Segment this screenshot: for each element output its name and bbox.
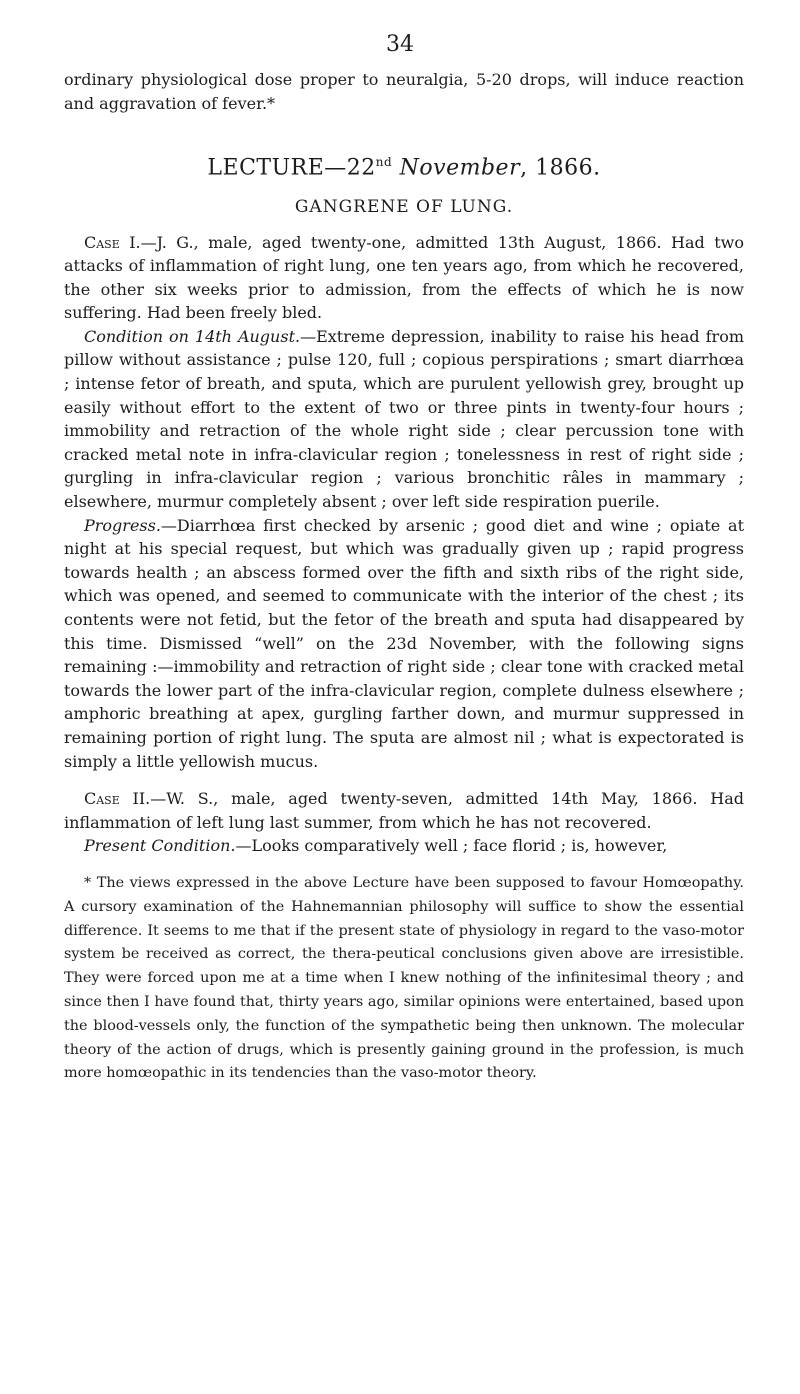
- case2-condition-label: Present Condition.: [84, 836, 236, 856]
- section-heading: GANGRENE OF LUNG.: [294, 196, 514, 217]
- case1-paragraph: [64, 231, 744, 325]
- page-number: 34: [386, 32, 414, 57]
- footnote-text: * The views expressed in the above Lecture have been supposed to favour Homœopathy. A cursory examination of the Hahnemannian philosophy will suffice to show the essential difference. It seems to me that if the present state of physiology in regard to the vaso-motor system be received as correct, the thera-peutical conclusions given above are irresistible. They were forced upon me at a time when I knew nothing of the infinitesimal theory ; and since then I have found that, thirty years ago, similar opinions were entertained, based upon the blood-vessels only, the function of the sympathetic being then unknown. The molecular theory of the action of drugs, which is presently gaining ground in the profession, is much more homœopathic in its tendencies than the vaso-motor theory.: [64, 874, 744, 1082]
- lecture-title-sup: nd: [375, 155, 393, 170]
- case1-progress-paragraph: [64, 514, 744, 774]
- case1-condition-paragraph: [64, 325, 744, 514]
- intro-paragraph: ordinary physiological dose proper to neuralgia, 5-20 drops, will induce reaction and aggravation of fever.*: [64, 70, 744, 113]
- case2-label: Case II.: [84, 789, 151, 809]
- case2-condition-paragraph: [64, 834, 744, 858]
- case1-condition-label: Condition on 14th August.: [84, 326, 301, 346]
- footnote: [64, 872, 744, 1086]
- case2-text: —W. S., male, aged twenty-seven, admitted 14th May, 1866. Had inflammation of left lung last summer, from which he has not recovered.: [64, 789, 744, 832]
- lecture-year: , 1866.: [520, 155, 601, 181]
- case1-progress-text: —Diarrhœa first checked by arsenic ; good diet and wine ; opiate at night at his special request, but which was gradually given up ; rapid progress towards health ; an abscess formed over the fifth and sixth ribs of the right side, which was opened, and seemed to communicate with the interior of the chest ; its contents were not fetid, but the fetor of the breath and sputa had disappeared by this time. Dismissed “well” on the 23d November, with the following signs remaining :—immobility and retraction of right side ; clear tone with cracked metal towards the lower part of the infra-clavicular region, complete dulness elsewhere ; amphoric breathing at apex, gurgling farther down, and murmur suppressed in remaining portion of right lung. The sputa are almost nil ; what is expectorated is simply a little yellowish mucus.: [64, 515, 744, 771]
- case1-progress-label: Progress.: [84, 515, 161, 535]
- case1-label: Case I.: [84, 232, 141, 252]
- lecture-title: LECTURE—22: [207, 155, 376, 181]
- lecture-heading: [64, 155, 744, 180]
- lecture-date: November: [399, 155, 521, 181]
- page-body: [64, 68, 744, 1086]
- case2-paragraph: [64, 787, 744, 834]
- case1-condition-text: —Extreme depression, inability to raise his head from pillow without assistance ; pulse 120, full ; copious perspirations ; smart diarrhœa ; intense fetor of breath, and sputa, which are purulent yellowish grey, brought up easily without effort to the extent of two or three pints in twenty-four hours ; immobility and retraction of the whole right side ; clear percussion tone with cracked metal note in infra-clavicular region ; tonelessness in rest of right side ; gurgling in infra-clavicular region ; various bronchitic râles in mammary ; elsewhere, murmur completely absent ; over left side respiration puerile.: [64, 326, 744, 512]
- case2-condition-text: —Looks comparatively well ; face florid ; is, however,: [235, 836, 668, 856]
- case1-text: —J. G., male, aged twenty-one, admitted 13th August, 1866. Had two attacks of inflammation of right lung, one ten years ago, from which he recovered, the other six weeks prior to admission, from the effects of which he is now suffering. Had been freely bled.: [64, 232, 744, 323]
